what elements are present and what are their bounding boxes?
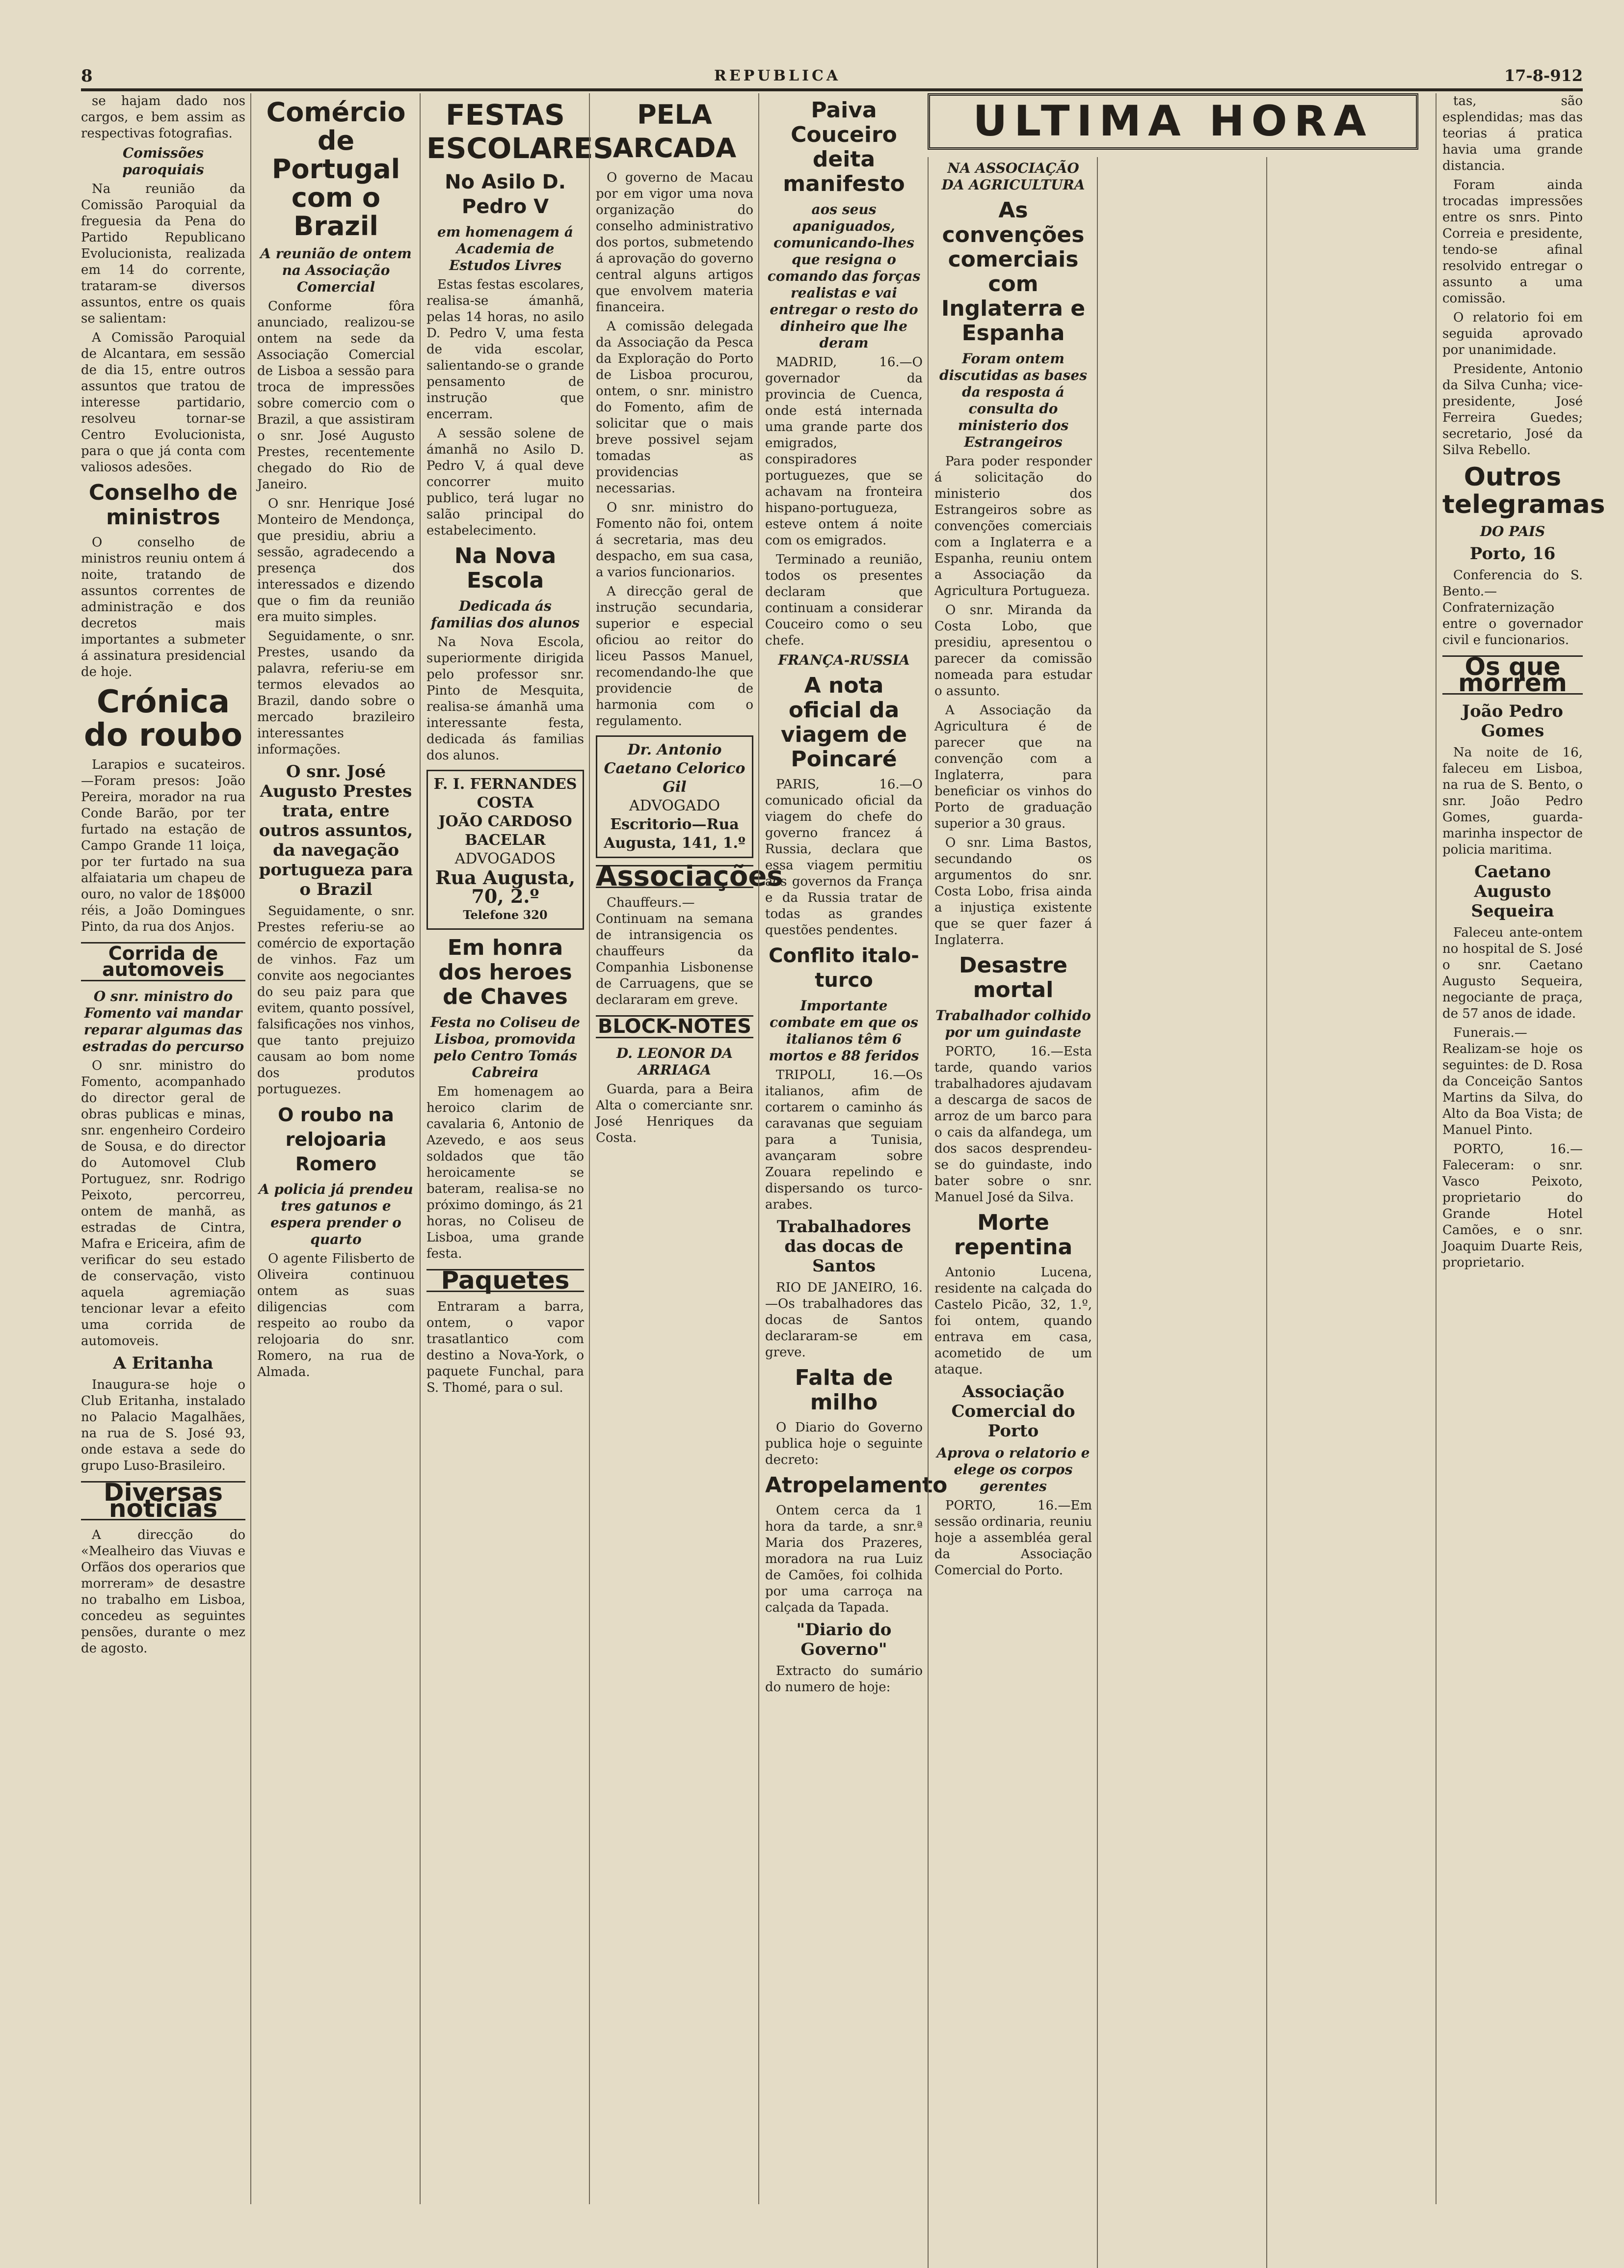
headline: Falta de milho <box>795 1365 893 1415</box>
paragraph: A sessão solene de ámanhã no Asilo D. Pedro V, á qual deve concorrer muito publico, terá lugar no salão principal do estabelecimento. <box>426 426 584 538</box>
headline: O roubo na relojoaria Romero <box>278 1104 394 1175</box>
ad-line: ADVOGADOS <box>454 850 556 867</box>
paragraph: Larapios e sucateiros.—Foram presos: João Pereira, morador na rua Conde Barão, por ter furtado na estação de Campo Grande 11 loiça, por ter furtado na sua alfaiataria um chapeu de ouro, no valor de 18$000 réis, a João Domingues Pinto, da rua dos Anjos. <box>81 757 245 934</box>
section-subheading: D. LEONOR DA ARRIAGA <box>616 1045 733 1078</box>
headline: Outros telegramas <box>1442 462 1605 519</box>
paragraph: O Diario do Governo publica hoje o seguinte decreto: <box>765 1420 923 1467</box>
paragraph: Na Nova Escola, superiormente dirigida pelo professor snr. Pinto de Mesquita, realisa-se ámanhã uma interessante festa, dedicada ás familias dos alunos. <box>426 635 584 763</box>
headline: Corrida de automoveis <box>81 942 245 981</box>
paragraph: Inaugura-se hoje o Club Eritanha, instalado no Palacio Magalhães, na rua de S. José 93, onde estava a sede do grupo Luso-Brasileiro. <box>81 1377 245 1473</box>
paragraph: Funerais.—Realizam-se hoje os seguintes: de D. Rosa da Conceição Santos Martins da Silva, do Alto da Boa Vista; de Manuel Pinto. <box>1442 1026 1583 1137</box>
section-subheading: A policia já prendeu tres gatunos e espera prender o quarto <box>259 1181 413 1247</box>
paragraph: O snr. Lima Bastos, secundando os argumentos do snr. Costa Lobo, frisa ainda a injustiça existente que se quer fazer á Inglaterra. <box>934 836 1092 947</box>
headline: As convenções comerciais com Inglaterra e Espanha <box>941 198 1086 346</box>
paragraph: Faleceu ante-ontem no hospital de S. José o snr. Caetano Augusto Sequeira, negociante de praça, de 57 anos de idade. <box>1442 925 1583 1021</box>
section-subheading: Aprova o relatorio e elege os corpos gerentes <box>936 1445 1090 1494</box>
paragraph: PORTO, 16.—Faleceram: o snr. Vasco Peixoto, proprietario do Grande Hotel Camões, e o snr. Joaquim Duarte Reis, proprietario. <box>1442 1142 1583 1270</box>
paragraph: Ontem cerca da 1 hora da tarde, a snr.ª Maria dos Prazeres, moradora na rua Luiz de Camões, foi colhida por uma carroça na calçada da Tapada. <box>765 1503 923 1615</box>
paragraph: O snr. Miranda da Costa Lobo, que presidiu, apresentou o parecer da comissão nomeada para estudar o assunto. <box>934 603 1092 699</box>
paragraph: Na reunião da Comissão Paroquial da freguesia da Pena do Partido Republicano Evolucionista, realizada em 14 do corrente, trataram-se diversos assuntos, entre os quais se salientam: <box>81 182 245 326</box>
headline: Paiva Couceiro deita manifesto <box>783 98 905 196</box>
masthead: REPUBLICA <box>714 67 841 84</box>
paragraph: O relatorio foi em seguida aprovado por unanimidade. <box>1442 310 1583 357</box>
column-6 <box>928 157 1092 2268</box>
paragraph: Entraram a barra, ontem, o vapor trasatlantico com destino a Nova-York, o paquete Funchal, para S. Thomé, para o sul. <box>426 1299 584 1395</box>
section-subheading: Trabalhador colhido por um guindaste <box>935 1007 1091 1040</box>
paragraph: A Associação da Agricultura é de parecer que na convenção com a Inglaterra, para beneficiar os vinhos do Porto de graduação superior a 30 graus. <box>934 703 1092 831</box>
headline: Porto, 16 <box>1469 544 1556 564</box>
headline: Em honra dos heroes de Chaves <box>438 935 572 1009</box>
section-subheading: aos seus apaniguados, comunicando-lhes que resigna o comando das forças realistas e vai entregar o resto do dinheiro que lhe deram <box>767 201 921 351</box>
paragraph: O snr. ministro do Fomento, acompanhado do director geral de obras publicas e minas, snr. engenheiro Cordeiro de Sousa, e do director do Automovel Club Portuguez, snr. Rodrigo Peixoto, percorreu, ontem de manhã, as estradas de Cintra, Mafra e Ericeira, afim de verificar do seu estado de conservação, visto aquela agremiação tencionar levar a efeito uma corrida de automoveis. <box>81 1058 245 1349</box>
paragraph: A comissão delegada da Associação da Pesca da Exploração do Porto de Lisboa procurou, ontem, o snr. ministro do Fomento, afim de solicitar que o mais breve possivel sejam tomadas as providencias necessarias. <box>596 319 753 496</box>
advertisement <box>426 770 584 930</box>
ad-line: Rua Augusta, 70, 2.º <box>435 866 576 907</box>
paragraph: Conforme fôra anunciado, realizou-se ontem na sede da Associação Comercial de Lisboa a sessão para troca de impressões sobre comercio com o Brazil, a que assistiram o snr. José Augusto Prestes, recentemente chegado do Rio de Janeiro. <box>257 299 415 492</box>
paragraph: Seguidamente, o snr. Prestes referiu-se ao comércio de exportação de vinhos. Faz um convite aos negociantes do seu paiz para que evitem, quanto possível, falsificações nos vinhos, que tanto prejuizo causam ao bom nome dos produtos portuguezes. <box>257 904 415 1097</box>
column-8 <box>1266 157 1431 2268</box>
headline: Comércio de Portugal com o Brazil <box>266 97 406 242</box>
section-subheading: Comissões paroquiais <box>122 145 204 178</box>
headline: Atropelamento <box>765 1473 948 1498</box>
paragraph: RIO DE JANEIRO, 16.—Os trabalhadores das docas de Santos declararam-se em greve. <box>765 1280 923 1360</box>
section-subheading: DO PAIS <box>1480 523 1545 540</box>
paragraph: O governo de Macau por em vigor uma nova organização do conselho administrativo dos portos, submetendo á aprovação do governo central alguns artigos que envolvem materia financeira. <box>596 170 753 315</box>
headline: Paquetes <box>426 1269 584 1292</box>
section-subheading: Dedicada ás familias dos alunos <box>430 598 580 631</box>
headline: BLOCK-NOTES <box>596 1015 753 1038</box>
paragraph: O snr. Henrique José Monteiro de Mendonça, que presidiu, abriu a sessão, agradecendo a presença dos interessados e dizendo que o fim da reunião era muito simples. <box>257 496 415 624</box>
paragraph: O conselho de ministros reuniu ontem á noite, tratando de assuntos correntes de administração e dos decretos mais importantes a submeter á assinatura presidencial de hoje. <box>81 535 245 679</box>
ad-line: JOÃO CARDOSO BACELAR <box>438 813 572 849</box>
headline: Crónica do roubo <box>84 684 242 754</box>
headline: No Asilo D. Pedro V <box>445 171 566 218</box>
paragraph: Na noite de 16, faleceu em Lisboa, na rua de S. Bento, o snr. João Pedro Gomes, guarda-marinha inspector de policia maritima. <box>1442 745 1583 857</box>
paragraph: Extracto do sumário do numero de hoje: <box>765 1664 923 1695</box>
headline: Conflito italo-turco <box>769 945 919 992</box>
headline: Os que morrem <box>1442 655 1583 695</box>
headline: PELA ARCADA <box>612 99 737 163</box>
section-subheading: Foram ontem discutidas as bases da resposta á consulta do ministerio dos Estrangeiros <box>939 351 1087 450</box>
headline: A nota oficial da viagem de Poincaré <box>780 673 907 772</box>
paragraph: Guarda, para a Beira Alta o comerciante snr. José Henriques da Costa. <box>596 1082 753 1145</box>
column-7 <box>1097 157 1261 2268</box>
paragraph: Estas festas escolares, realisa-se ámanhã, pelas 14 horas, no asilo D. Pedro V, uma festa de vida escolar, salientando-se o grande pensamento de instrução que encerram. <box>426 277 584 422</box>
section-subheading: FRANÇA-RUSSIA <box>778 652 910 668</box>
paragraph: A Comissão Paroquial de Alcantara, em sessão de dia 15, entre outros assuntos que tratou de interesse partidario, resolveu tornar-se Centro Evolucionista, para o que já conta com valiosos adesões. <box>81 330 245 475</box>
paragraph: Em homenagem ao heroico clarim de cavalaria 6, Antonio de Azevedo, e aos seus soldados que tão heroicamente se bateram, realisa-se no próximo domingo, ás 21 horas, no Coliseu de Lisboa, uma grande festa. <box>426 1084 584 1261</box>
section-subheading: NA ASSOCIAÇÃO DA AGRICULTURA <box>941 160 1085 193</box>
headline: Conselho de ministros <box>88 480 238 530</box>
ad-line: Escritorio—Rua Augusta, 141, 1.º <box>604 816 745 852</box>
paragraph: Presidente, Antonio da Silva Cunha; vice-presidente, José Ferreira Guedes; secretario, José da Silva Rebello. <box>1442 362 1583 458</box>
headline: Diversas noticias <box>81 1481 245 1520</box>
column-4 <box>589 93 783 2204</box>
headline: Caetano Augusto Sequeira <box>1471 862 1554 921</box>
advertisement <box>596 735 753 858</box>
section-subheading: A reunião de ontem na Associação Comercial <box>260 245 412 295</box>
paragraph: A direcção do «Mealheiro das Viuvas e Orfãos dos operarios que morreram» de desastre no trabalho em Lisboa, concedeu as seguintes pensões, durante o mez de agosto. <box>81 1528 245 1656</box>
paragraph: Conferencia do S. Bento.—Confraternização entre o governador civil e funcionarios. <box>1442 568 1583 648</box>
header-rule <box>81 88 1583 91</box>
ultima-hora-banner: ULTIMA HORA <box>928 93 1418 150</box>
ad-line: Dr. Antonio Caetano Celorico Gil <box>604 741 745 796</box>
headline: Desastre mortal <box>958 953 1067 1002</box>
headline: Associações <box>596 861 783 892</box>
paragraph: Para poder responder á solicitação do ministerio dos Estrangeiros sobre as convenções comerciais com a Inglaterra e a Espanha, reuniu ontem a Associação da Agricultura Portugueza. <box>934 454 1092 598</box>
headline: "Diario do Governo" <box>796 1620 892 1659</box>
paragraph: PARIS, 16.—O comunicado oficial da viagem do chefe do governo francez á Russia, declara que essa viagem permitiu aos governos da França e da Russia tratar de todas as grandes questões pendentes. <box>765 777 923 938</box>
headline: A Eritanha <box>113 1353 213 1373</box>
headline: Na Nova Escola <box>454 543 557 593</box>
paragraph: MADRID, 16.—O governador da provincia de Cuenca, onde está internada uma grande parte dos emigrados, conspiradores portuguezes, que se achavam na fronteira hispano-portugueza, esteve ontem á noite com os emigrados. <box>765 355 923 548</box>
column-5 <box>758 93 948 2204</box>
paragraph: Foram ainda trocadas impressões entre os snrs. Pinto Correia e presidente, tendo-se afinal resolvido entregar o assunto a uma comissão. <box>1442 178 1583 306</box>
paragraph: tas, são esplendidas; mas das teorias á pratica havia uma grande distancia. <box>1442 94 1583 173</box>
section-subheading: Importante combate em que os italianos têm 6 mortos e 88 feridos <box>769 998 919 1064</box>
section-subheading: O snr. ministro do Fomento vai mandar reparar algumas das estradas do percurso <box>82 988 244 1054</box>
section-subheading: Festa no Coliseu de Lisboa, promovida pelo Centro Tomás Cabreira <box>430 1014 580 1080</box>
issue-date: 17-8-912 <box>1504 66 1583 85</box>
page-number: 8 <box>81 66 93 86</box>
column-2 <box>250 93 415 2204</box>
paragraph: Chauffeurs.—Continuam na semana de intransigencia os chauffeurs da Companhia Lisbonense de Carruagens, que se declararam em greve. <box>596 895 753 1007</box>
paragraph: TRIPOLI, 16.—Os italianos, afim de cortarem o caminho ás caravanas que seguiam para a Tunisia, avançaram sobre Zouara repelindo e dispersando os turco-arabes. <box>765 1068 923 1212</box>
headline: Morte repentina <box>954 1210 1073 1260</box>
headline: Trabalhadores das docas de Santos <box>776 1217 911 1276</box>
paragraph: Seguidamente, o snr. Prestes, usando da palavra, referiu-se em termos elevados ao Brazil, dando sobre o mercado brazileiro interessantes informações. <box>257 629 415 757</box>
ad-line: ADVOGADO <box>629 797 720 814</box>
column-1 <box>81 93 245 2204</box>
headline: João Pedro Gomes <box>1462 702 1563 741</box>
ad-line: Telefone 320 <box>463 908 548 922</box>
paragraph: se hajam dado nos cargos, e bem assim as respectivas fotografias. <box>81 94 245 141</box>
page-header <box>81 66 1583 86</box>
paragraph: O agente Filisberto de Oliveira continuou ontem as suas diligencias com respeito ao roubo da relojoaria do snr. Romero, na rua de Almada. <box>257 1251 415 1379</box>
paragraph: O snr. ministro do Fomento não foi, ontem á secretaria, mas deu despacho, em sua casa, a varios funcionarios. <box>596 500 753 580</box>
column-9 <box>1436 93 1605 2204</box>
section-subheading: em homenagem á Academia de Estudos Livres <box>437 224 574 273</box>
paragraph: PORTO, 16.—Esta tarde, quando varios trabalhadores ajudavam a descarga de sacos de arroz de um barco para o cais da alfandega, um dos sacos desprendeu-se do guindaste, indo bater sobre o snr. Manuel José da Silva. <box>934 1044 1092 1205</box>
headline: O snr. José Augusto Prestes trata, entre outros assuntos, da navegação portugueza para o Brazil <box>259 762 413 899</box>
paragraph: PORTO, 16.—Em sessão ordinaria, reuniu hoje a assembléa geral da Associação Comercial do Porto. <box>934 1498 1092 1578</box>
ad-line: F. I. FERNANDES COSTA <box>433 776 577 811</box>
paragraph: A direcção geral de instrução secundaria, superior e especial oficiou ao reitor do liceu Passos Manuel, recomendando-lhe que providencie de harmonia com o regulamento. <box>596 584 753 729</box>
headline: FESTAS ESCOLARES <box>426 98 614 165</box>
headline: Associação Comercial do Porto <box>951 1382 1075 1441</box>
column-3 <box>420 93 614 2204</box>
paragraph: Antonio Lucena, residente na calçada do Castelo Picão, 32, 1.º, foi ontem, quando entrava em casa, acometido de um ataque. <box>934 1265 1092 1377</box>
paragraph: Terminado a reunião, todos os presentes declaram que continuam a considerar Couceiro como o seu chefe. <box>765 552 923 648</box>
